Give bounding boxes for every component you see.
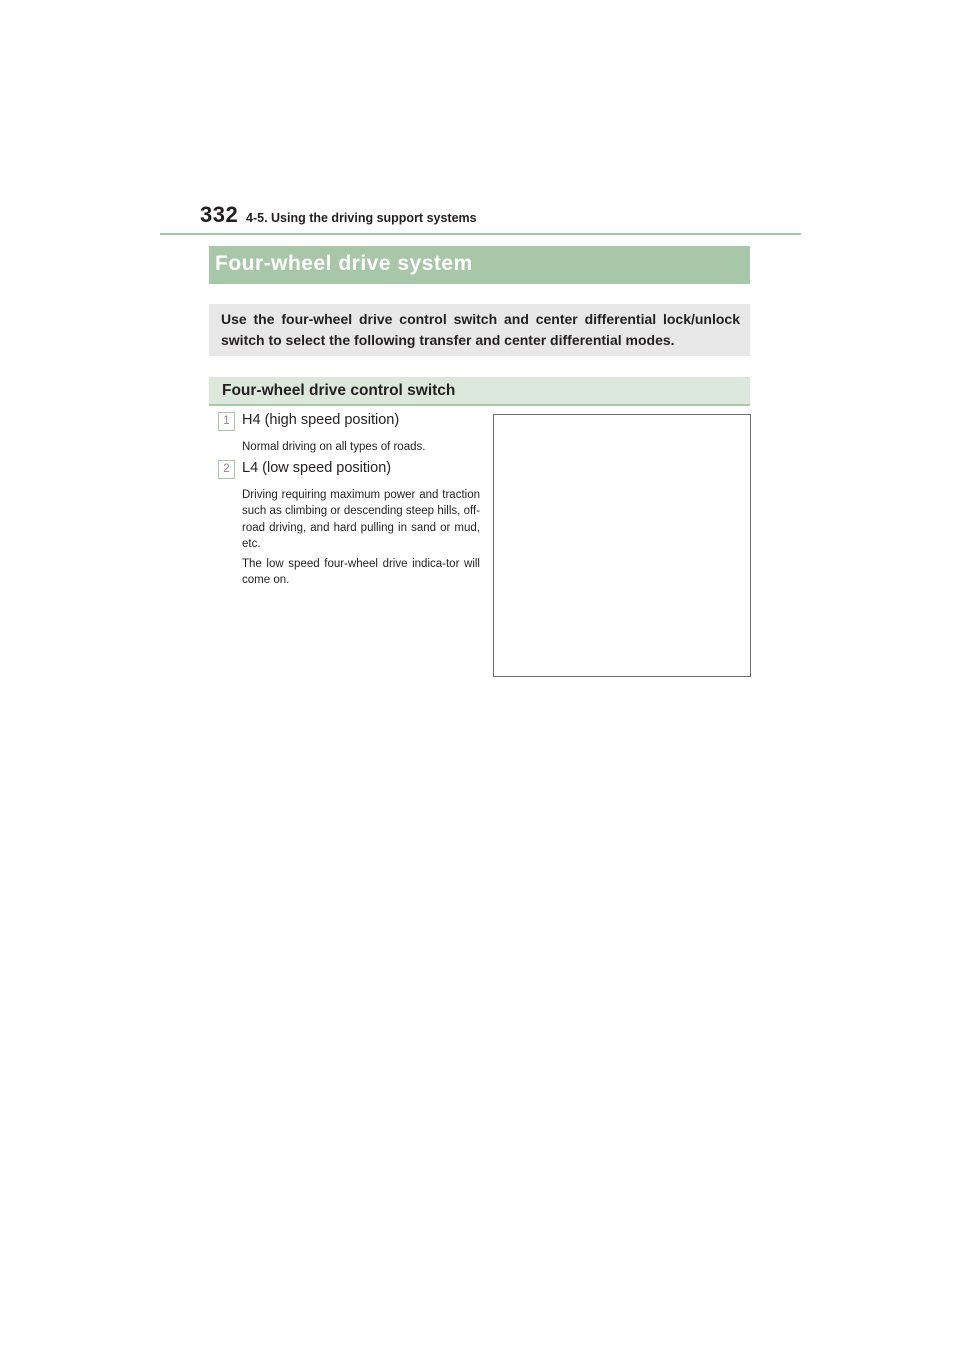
switch-illustration-frame [493,414,751,677]
item-description-h4: Normal driving on all types of roads. [242,441,426,453]
subsection-title: Four-wheel drive control switch [222,382,456,399]
intro-text: Use the four-wheel drive control switch and center differential lock/unlock switch to select the following transfer and center differential modes. [221,311,740,348]
item-heading-h4: H4 (high speed position) [242,412,400,428]
item-description-l4-indicator: The low speed four-wheel drive indica-tor will come on. [242,558,480,587]
page-title: Four-wheel drive system [215,252,473,275]
section-header: 4-5. Using the driving support systems [246,211,477,225]
header-rule [160,233,801,235]
item-description-l4: Driving requiring maximum power and traction such as climbing or descending steep hills, off-road driving, and hard pulling in sand or mud, etc. [242,489,480,550]
item-number-2: 2 [218,460,235,479]
item-number-1: 1 [218,412,235,431]
title-band [209,246,750,284]
page-number: 332 [200,202,239,227]
item-heading-l4: L4 (low speed position) [242,460,392,476]
subsection-band [209,377,750,406]
intro-box [209,304,750,356]
